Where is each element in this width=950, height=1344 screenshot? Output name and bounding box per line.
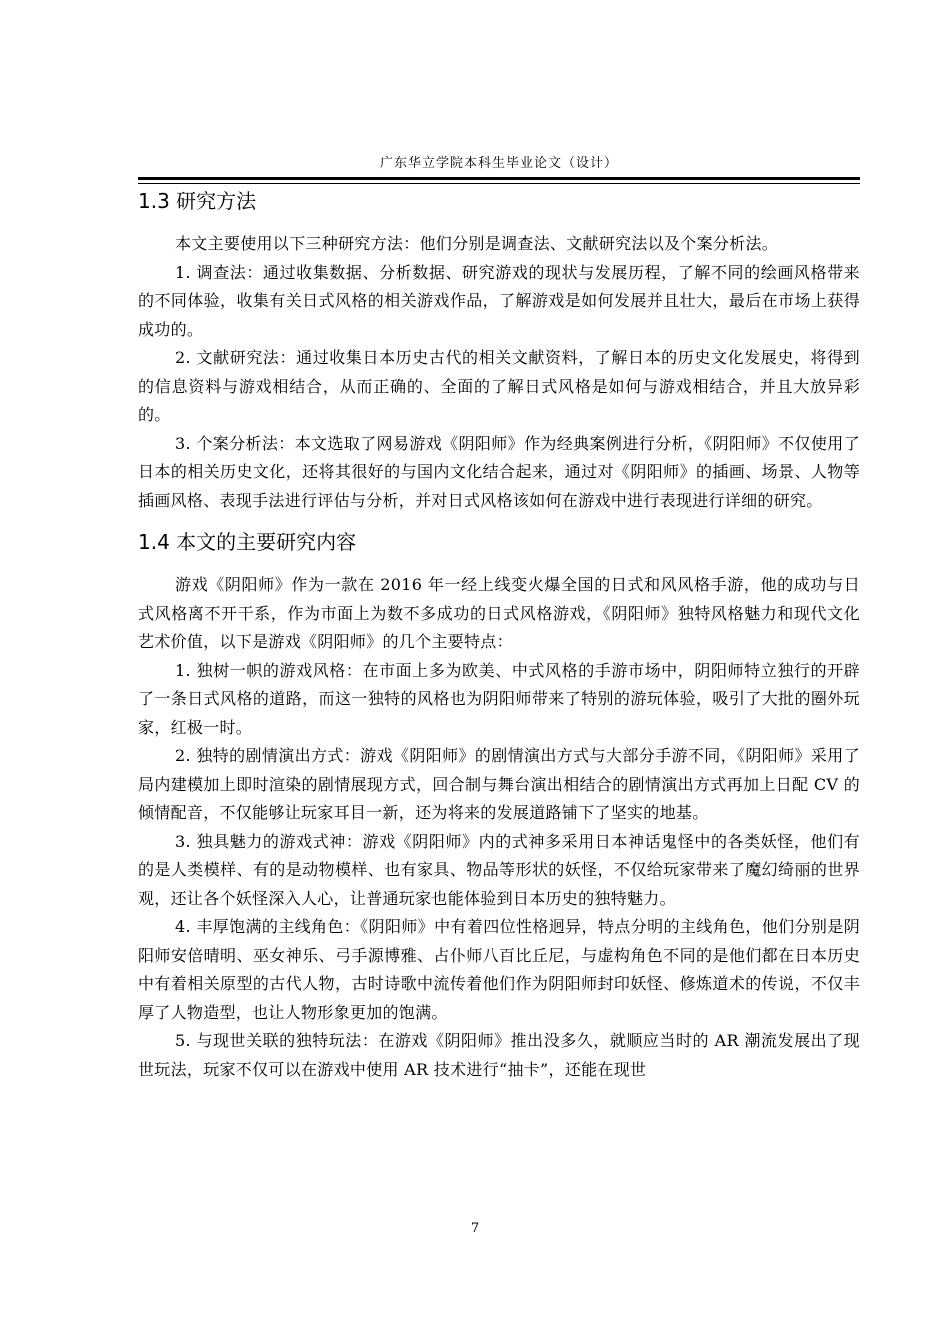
page-body <box>138 188 860 1084</box>
paragraph: 3. 个案分析法：本文选取了网易游戏《阴阳师》作为经典案例进行分析，《阴阳师》不仅使用了日本的相关历史文化，还将其很好的与国内文化结合起来，通过对《阴阳师》的插画、场景、人物等插画风格、表现手法进行评估与分析，并对日式风格该如何在游戏中进行表现进行详细的研究。 <box>138 433 860 510</box>
paragraph: 3. 独具魅力的游戏式神：游戏《阴阳师》内的式神多采用日本神话鬼怪中的各类妖怪，他们有的是人类模样、有的是动物模样、也有家具、物品等形状的妖怪，不仅给玩家带来了魔幻绮丽的世界观，还让各个妖怪深入人心，让普通玩家也能体验到日本历史的独特魅力。 <box>138 831 860 908</box>
paragraph: 1. 独树一帜的游戏风格：在市面上多为欧美、中式风格的手游市场中，阴阳师特立独行的开辟了一条日式风格的道路，而这一独特的风格也为阴阳师带来了特别的游玩体验，吸引了大批的圈外玩家，红极一时。 <box>138 660 860 737</box>
section-heading-1-4: 1.4 本文的主要研究内容 <box>138 530 357 554</box>
section-heading-1-3: 1.3 研究方法 <box>138 189 257 213</box>
paragraph: 5. 与现世关联的独特玩法：在游戏《阴阳师》推出没多久，就顺应当时的 AR 潮流发展出了现世玩法，玩家不仅可以在游戏中使用 AR 技术进行“抽卡”，还能在现世 <box>138 1031 860 1079</box>
running-header: 广东华立学院本科生毕业论文（设计） <box>379 156 618 171</box>
paragraph: 4. 丰厚饱满的主线角色：《阴阳师》中有着四位性格迥异，特点分明的主线角色，他们分别是阴阳师安倍晴明、巫女神乐、弓手源博雅、占仆师八百比丘尼，与虚构角色不同的是他们都在日本历史中有着相关原型的古代人物，古时诗歌中流传着他们作为阴阳师封印妖怪、修炼道术的传说，不仅丰厚了人物造型，也让人物形象更加的饱满。 <box>138 917 860 1022</box>
paragraph: 本文主要使用以下三种研究方法：他们分别是调查法、文献研究法以及个案分析法。 <box>175 234 779 253</box>
paragraph: 2. 独特的剧情演出方式：游戏《阴阳师》的剧情演出方式与大部分手游不同，《阴阳师》采用了局内建模加上即时渲染的剧情展现方式，回合制与舞台演出相结合的剧情演出方式再加上日配 CV 的倾情配音，不仅能够让玩家耳目一新，还为将来的发展道路铺下了坚实的地基。 <box>138 746 860 822</box>
paragraph: 1. 调查法：通过收集数据、分析数据、研究游戏的现状与发展历程，了解不同的绘画风格带来的不同体验，收集有关日式风格的相关游戏作品，了解游戏是如何发展并且壮大，最后在市场上获得成功的。 <box>138 262 860 339</box>
paragraph: 2. 文献研究法：通过收集日本历史古代的相关文献资料，了解日本的历史文化发展史，将得到的信息资料与游戏相结合，从而正确的、全面的了解日式风格是如何与游戏相结合，并且大放异彩的。 <box>138 348 860 424</box>
page-number: 7 <box>470 1221 480 1236</box>
header-rule-thick <box>138 177 860 180</box>
header-rule-thin <box>138 183 860 184</box>
paragraph: 游戏《阴阳师》作为一款在 2016 年一经上线变火爆全国的日式和风风格手游，他的成功与日式风格离不开干系，作为市面上为数不多成功的日式风格游戏，《阴阳师》独特风格魅力和现代文化艺术价值，以下是游戏《阴阳师》的几个主要特点： <box>138 575 860 651</box>
